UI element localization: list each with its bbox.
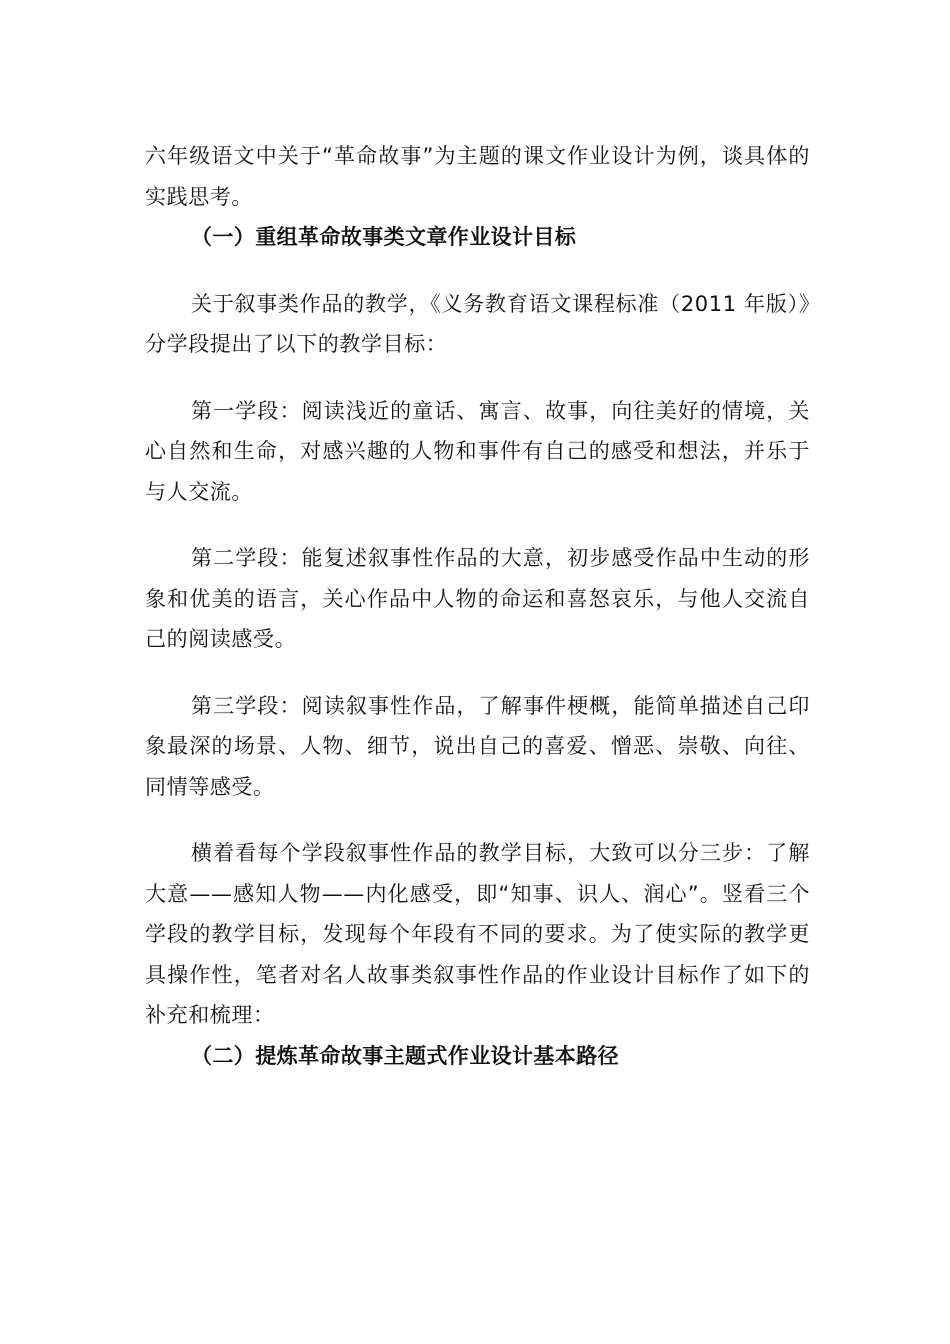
paragraph-stage-three: 第三学段：阅读叙事性作品，了解事件梗概，能简单描述自己印象最深的场景、人物、细节，说出自己的喜爱、憎恶、崇敬、向往、同情等感受。 [145, 693, 810, 799]
paragraph-intro-continued: 六年级语文中关于“革命故事”为主题的课文作业设计为例，谈具体的实践思考。 [145, 144, 810, 209]
paragraph-stage-one: 第一学段：阅读浅近的童话、寓言、故事，向往美好的情境，关心自然和生命，对感兴趣的人物和事件有自己的感受和想法，并乐于与人交流。 [145, 398, 810, 504]
document-page [145, 136, 810, 1076]
section-heading-2: （二）提炼革命故事主题式作业设计基本路径 [191, 1043, 619, 1068]
section-heading-1: （一）重组革命故事类文章作业设计目标 [191, 225, 577, 249]
paragraph-curriculum-standard: 关于叙事类作品的教学，《义务教育语文课程标准（2011 年版）》分学段提出了以下的教学目标： [145, 291, 810, 356]
paragraph-analysis: 横着看每个学段叙事性作品的教学目标，大致可以分三步：了解大意——感知人物——内化感受，即“知事、识人、润心”。竖看三个学段的教学目标，发现每个年段有不同的要求。为了使实际的教学更具操作性，笔者对名人故事类叙事性作品的作业设计目标作了如下的补充和梳理： [145, 841, 810, 1027]
paragraph-stage-two: 第二学段：能复述叙事性作品的大意，初步感受作品中生动的形象和优美的语言，关心作品中人物的命运和喜怒哀乐，与他人交流自己的阅读感受。 [145, 546, 810, 651]
